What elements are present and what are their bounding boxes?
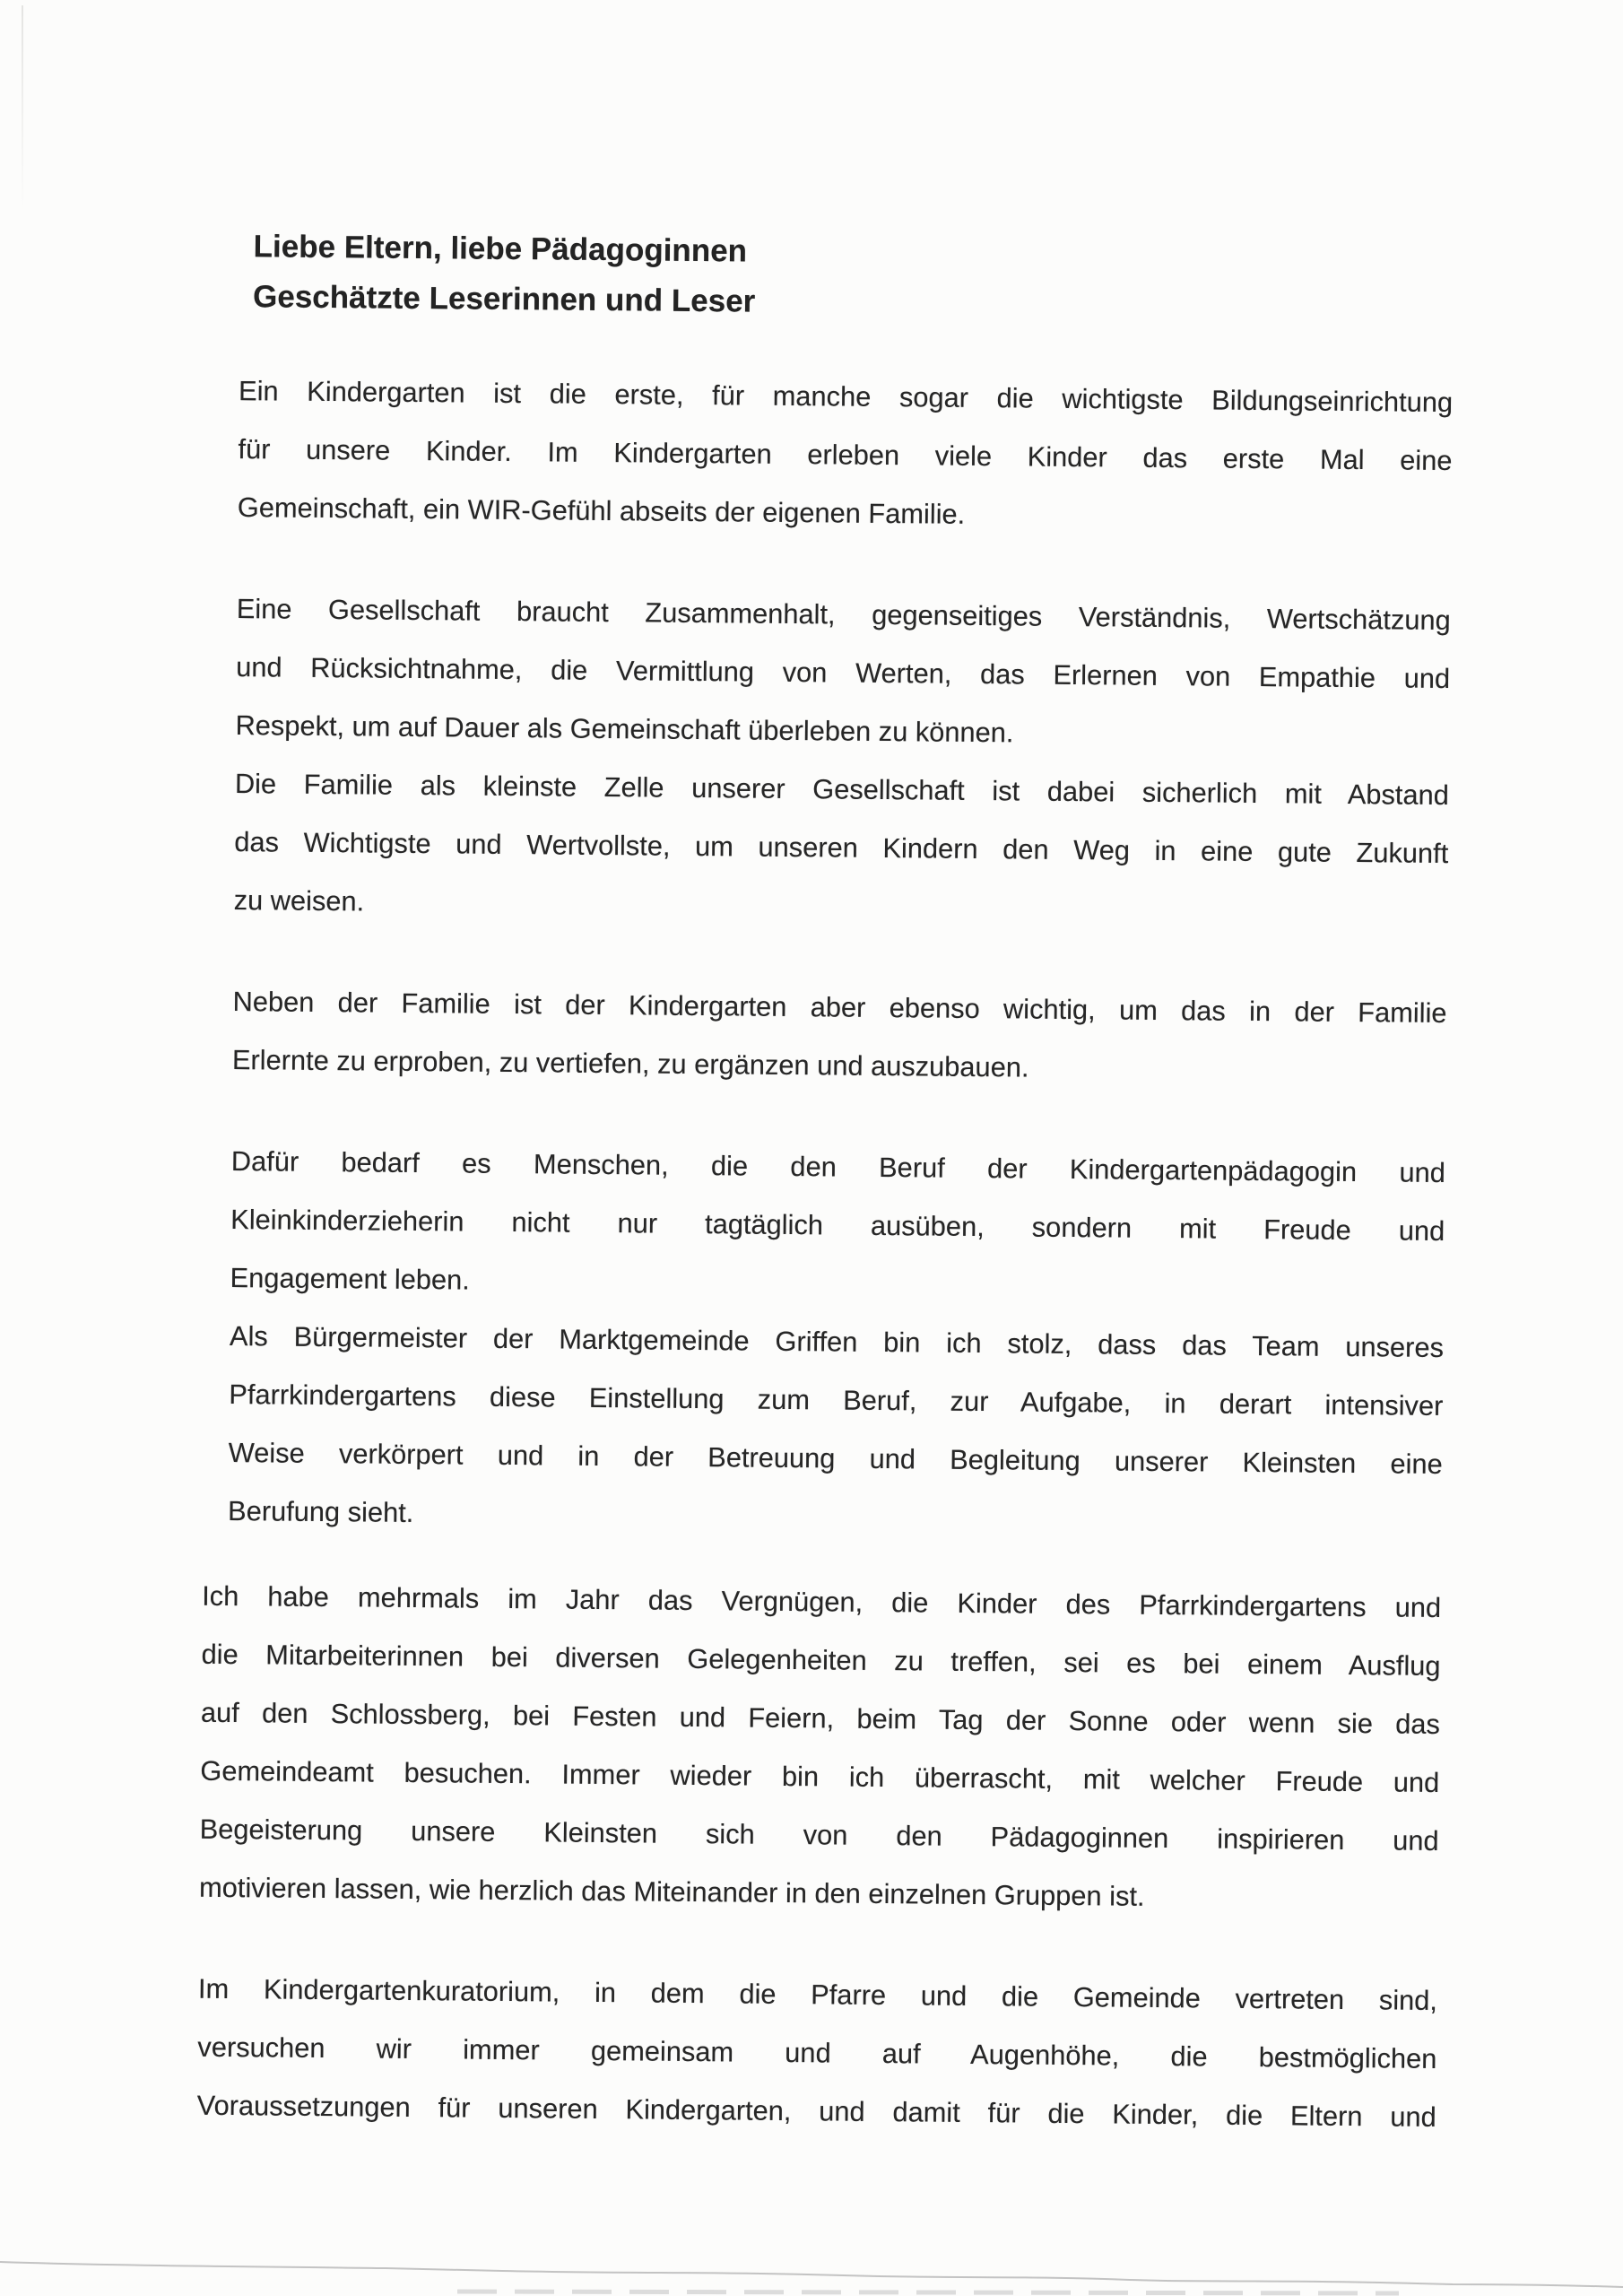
paragraph <box>235 579 1451 766</box>
paragraph <box>238 361 1454 548</box>
text-line: Als Bürgermeister der Marktgemeinde Griffen bin ich stolz, dass das Team unseres <box>229 1320 1445 1364</box>
text-line: Dafür bedarf es Menschen, die den Beruf der Kindergartenpädagogin und <box>230 1145 1445 1189</box>
paragraph <box>196 1960 1437 2146</box>
text-line: auf den Schlossberg, bei Festen und Feiern, beim Tag der Sonne oder wenn sie das <box>200 1696 1441 1740</box>
text-line: Berufung sieht. <box>227 1495 414 1528</box>
text-line: Engagement leben. <box>230 1262 470 1296</box>
text-line: Die Familie als kleinste Zelle unserer Gesellschaft ist dabei sicherlich mit Abstand <box>234 768 1450 812</box>
text-line: Pfarrkindergartens diese Einstellung zum Beruf, zur Aufgabe, in derart intensiver <box>229 1378 1444 1422</box>
text-line: für unsere Kinder. Im Kindergarten erleben viele Kinder das erste Mal eine <box>238 433 1453 477</box>
text-line: Neben der Familie ist der Kindergarten aber ebenso wichtig, um das in der Familie <box>232 986 1447 1030</box>
text-line: die Mitarbeiterinnen bei diversen Gelegenheiten zu treffen, sei es bei einem Ausflug <box>201 1638 1441 1682</box>
text-line: das Wichtigste und Wertvollste, um unseren Kindern den Weg in eine gute Zukunft <box>234 826 1449 870</box>
text-line: Weise verkörpert und in der Betreuung und Begleitung unserer Kleinsten eine <box>228 1437 1443 1481</box>
heading-line: Liebe Eltern, liebe Pädagoginnen <box>253 229 748 269</box>
text-line: Ein Kindergarten ist die erste, für manche sogar die wichtigste Bildungseinrichtung <box>238 375 1454 419</box>
text-line: Erlernte zu erproben, zu vertiefen, zu ergänzen und auszubauen. <box>231 1044 1029 1083</box>
paragraph <box>228 1307 1444 1552</box>
paragraph <box>199 1567 1442 1928</box>
text-line: Voraussetzungen für unseren Kindergarten, und damit für die Kinder, die Eltern und <box>196 2089 1436 2133</box>
text-line: Gemeinschaft, ein WIR-Gefühl abseits der eigenen Familie. <box>237 491 966 530</box>
paragraph <box>233 754 1449 941</box>
text-line: Im Kindergartenkuratorium, in dem die Pfarre und die Gemeinde vertreten sind, <box>197 1972 1438 2016</box>
text-line: Kleinkinderzieherin nicht nur tagtäglich ausüben, sondern mit Freude und <box>230 1204 1445 1248</box>
paragraph <box>232 972 1447 1100</box>
text-line: Eine Gesellschaft braucht Zusammenhalt, gegenseitiges Verständnis, Wertschätzung <box>236 593 1451 637</box>
heading-line: Geschätzte Leserinnen und Leser <box>252 279 756 319</box>
letter-heading <box>253 222 1623 335</box>
text-line: Begeisterung unsere Kleinsten sich von den Pädagoginnen inspirieren und <box>199 1813 1439 1857</box>
paragraph <box>230 1132 1445 1318</box>
text-line: und Rücksichtnahme, die Vermittlung von Werten, das Erlernen von Empathie und <box>235 651 1451 695</box>
scan-page-edge-line <box>0 2244 1623 2296</box>
text-line: Respekt, um auf Dauer als Gemeinschaft überleben zu können. <box>235 709 1014 749</box>
text-line: Ich habe mehrmals im Jahr das Vergnügen, die Kinder des Pfarrkindergartens und <box>202 1579 1442 1624</box>
text-line: Gemeindeamt besuchen. Immer wieder bin ich überrascht, mit welcher Freude und <box>200 1754 1440 1798</box>
text-line: zu weisen. <box>233 884 365 918</box>
text-line: versuchen wir immer gemeinsam und auf Augenhöhe, die bestmöglichen <box>197 2031 1437 2074</box>
letter-body <box>196 361 1454 2146</box>
text-line: motivieren lassen, wie herzlich das Miteinander in den einzelnen Gruppen ist. <box>198 1871 1145 1912</box>
